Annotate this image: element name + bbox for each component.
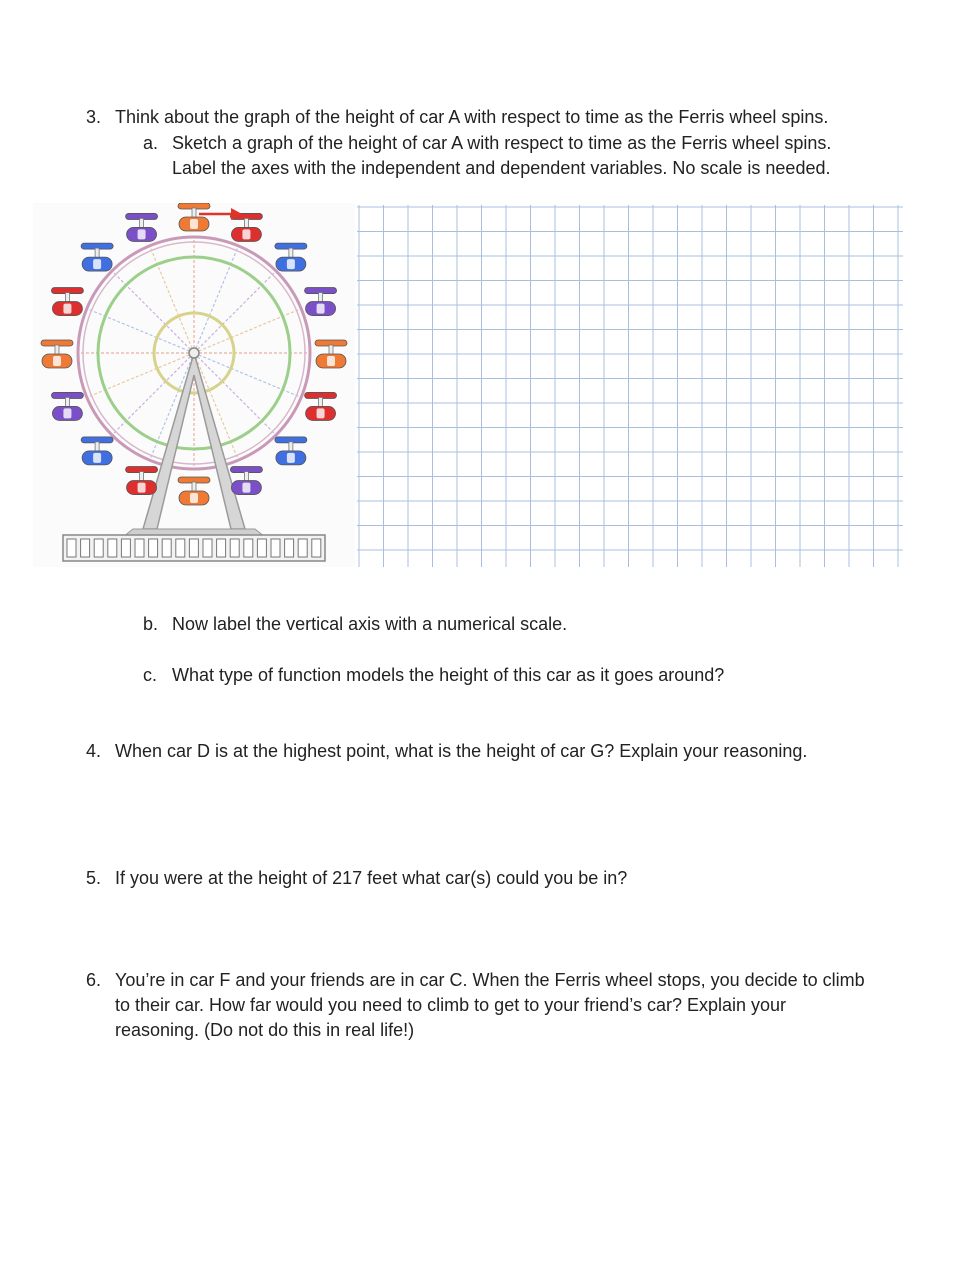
- car-window: [93, 259, 101, 269]
- grid-lines: [357, 205, 903, 567]
- question-6-line1: You’re in car F and your friends are in car C. When the Ferris wheel stops, you decide to climb: [115, 970, 865, 990]
- fence-bar: [176, 539, 185, 557]
- fence-bar: [162, 539, 171, 557]
- graph-paper-grid[interactable]: [357, 205, 903, 567]
- fence-bar: [244, 539, 253, 557]
- car-window: [317, 304, 325, 314]
- ferris-wheel-illustration: [33, 203, 355, 567]
- fence-bar: [67, 539, 76, 557]
- wheel-hub: [189, 348, 199, 358]
- car-window: [190, 493, 198, 503]
- question-4-number: 4.: [86, 741, 102, 761]
- fence-bar: [312, 539, 321, 557]
- car-window: [138, 483, 146, 493]
- question-3a-label: a.: [143, 133, 159, 153]
- fence-bar: [217, 539, 226, 557]
- question-3a-line2: Label the axes with the independent and dependent variables. No scale is needed.: [172, 158, 831, 178]
- car-window: [327, 356, 335, 366]
- fence-bar: [108, 539, 117, 557]
- fence-bar: [298, 539, 307, 557]
- fence-bar: [257, 539, 266, 557]
- question-3-number: 3.: [86, 107, 102, 127]
- fence-bar: [271, 539, 280, 557]
- fence-bar: [149, 539, 158, 557]
- car-window: [190, 219, 198, 229]
- car-window: [63, 304, 71, 314]
- question-4-text: When car D is at the highest point, what is the height of car G? Explain your reasoning.: [115, 741, 808, 761]
- question-6-number: 6.: [86, 970, 102, 990]
- fence-bar: [94, 539, 103, 557]
- question-6-line2: to their car. How far would you need to climb to get to your friend’s car? Explain your: [115, 995, 787, 1015]
- car-window: [93, 453, 101, 463]
- fence-bar: [121, 539, 130, 557]
- question-6-line3: reasoning. (Do not do this in real life!): [115, 1020, 415, 1040]
- question-3b-text: Now label the vertical axis with a numerical scale.: [172, 614, 568, 634]
- car-window: [242, 229, 250, 239]
- fence-bar: [230, 539, 239, 557]
- car-window: [317, 408, 325, 418]
- fence-bar: [135, 539, 144, 557]
- car-window: [138, 229, 146, 239]
- fence-bar: [203, 539, 212, 557]
- fence-bar: [81, 539, 90, 557]
- question-5-number: 5.: [86, 868, 102, 888]
- question-3b-label: b.: [143, 614, 159, 634]
- question-5-text: If you were at the height of 217 feet what car(s) could you be in?: [115, 868, 628, 888]
- question-3-text: Think about the graph of the height of car A with respect to time as the Ferris wheel spins.: [115, 107, 829, 127]
- question-3c-label: c.: [143, 665, 158, 685]
- car-window: [287, 453, 295, 463]
- question-3c-text: What type of function models the height of this car as it goes around?: [172, 665, 725, 685]
- fence-bar: [285, 539, 294, 557]
- fence-bar: [189, 539, 198, 557]
- car-window: [287, 259, 295, 269]
- car-window: [53, 356, 61, 366]
- car-window: [242, 483, 250, 493]
- question-3a-line1: Sketch a graph of the height of car A with respect to time as the Ferris wheel spins.: [172, 133, 832, 153]
- car-window: [63, 408, 71, 418]
